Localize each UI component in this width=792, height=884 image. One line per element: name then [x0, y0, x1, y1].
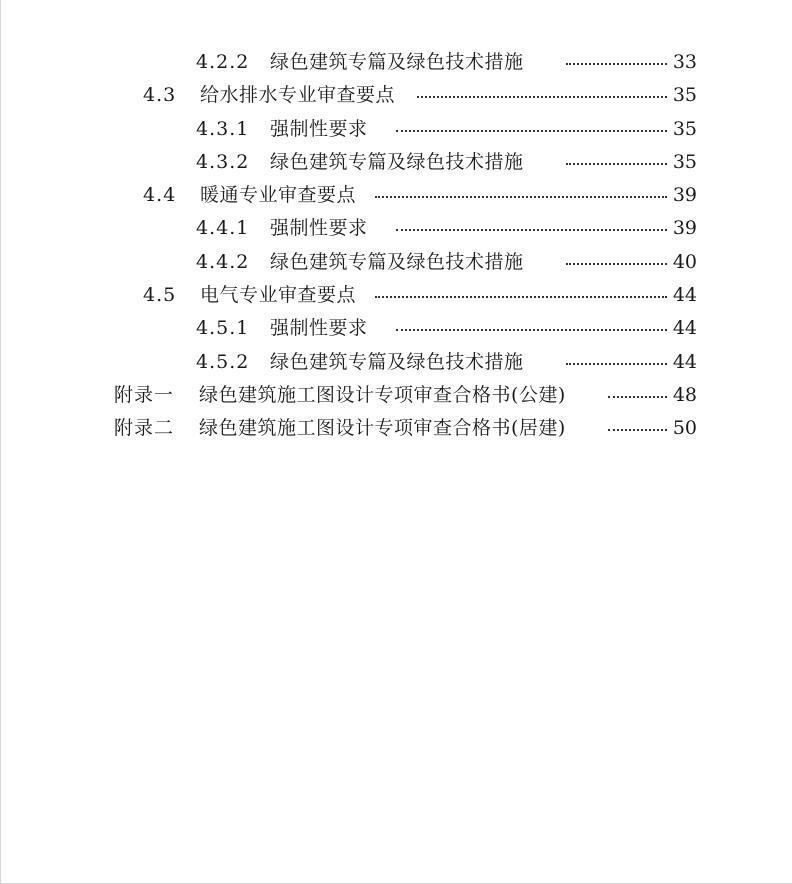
- toc-entry-4-5[interactable]: [1, 279, 792, 312]
- toc-entry-title: 强制性要求: [270, 117, 368, 140]
- toc-entry-number: 4.3.2: [196, 150, 250, 173]
- toc-entry-4-4[interactable]: [1, 179, 792, 212]
- toc-entry-appendix-1[interactable]: [1, 379, 792, 412]
- toc-entry-title: 电气专业审查要点: [200, 284, 357, 307]
- toc-entry-title: 绿色建筑专篇及绿色技术措施: [270, 51, 524, 73]
- dot-leader: [396, 130, 667, 132]
- dot-leader: [375, 296, 667, 298]
- toc-entry-number: 4.4: [143, 184, 177, 207]
- dot-leader: [396, 229, 667, 231]
- toc-entry-4-2-2[interactable]: [1, 46, 792, 79]
- toc-entry-page: 35: [672, 150, 697, 173]
- toc-entry-title: 暖通专业审查要点: [200, 184, 357, 207]
- table-of-contents: [1, 46, 792, 446]
- toc-entry-number: 附录二: [114, 417, 175, 440]
- toc-entry-4-3-2[interactable]: [1, 146, 792, 179]
- toc-entry-number: 附录一: [114, 383, 175, 406]
- dot-leader: [566, 63, 667, 65]
- toc-entry-number: 4.4.1: [196, 217, 250, 240]
- toc-entry-title: 强制性要求: [270, 317, 368, 340]
- toc-entry-title: 绿色建筑专篇及绿色技术措施: [270, 150, 524, 173]
- toc-entry-number: 4.5: [143, 284, 177, 307]
- toc-entry-page: 50: [672, 417, 697, 440]
- toc-entry-number: 4.4.2: [196, 250, 250, 273]
- toc-entry-page: 44: [672, 350, 697, 373]
- toc-entry-page: 44: [672, 317, 697, 340]
- toc-entry-number: 4.2.2: [196, 51, 250, 73]
- toc-entry-4-5-2[interactable]: [1, 346, 792, 379]
- toc-entry-page: 44: [672, 284, 697, 307]
- toc-entry-4-3[interactable]: [1, 79, 792, 112]
- toc-entry-title: 绿色建筑施工图设计专项审查合格书(公建): [199, 383, 566, 406]
- toc-entry-page: 35: [672, 117, 697, 140]
- toc-entry-appendix-2[interactable]: [1, 412, 792, 445]
- dot-leader: [566, 263, 667, 265]
- toc-entry-title: 给水排水专业审查要点: [200, 84, 396, 107]
- toc-entry-4-3-1[interactable]: [1, 113, 792, 146]
- dot-leader: [417, 96, 667, 98]
- toc-entry-page: 33: [672, 51, 697, 73]
- dot-leader: [375, 196, 667, 198]
- toc-entry-number: 4.3.1: [196, 117, 250, 140]
- toc-entry-page: 39: [672, 217, 697, 240]
- toc-entry-number: 4.5.1: [196, 317, 250, 340]
- toc-entry-title: 绿色建筑专篇及绿色技术措施: [270, 350, 524, 373]
- toc-entry-4-4-2[interactable]: [1, 246, 792, 279]
- toc-entry-page: 39: [672, 184, 697, 207]
- toc-entry-page: 48: [672, 383, 697, 406]
- toc-entry-number: 4.5.2: [196, 350, 250, 373]
- toc-entry-number: 4.3: [143, 84, 177, 107]
- toc-entry-page: 35: [672, 84, 697, 107]
- toc-entry-4-5-1[interactable]: [1, 312, 792, 345]
- toc-entry-4-4-1[interactable]: [1, 212, 792, 245]
- toc-entry-title: 强制性要求: [270, 217, 368, 240]
- toc-entry-title: 绿色建筑专篇及绿色技术措施: [270, 250, 524, 273]
- toc-entry-title: 绿色建筑施工图设计专项审查合格书(居建): [199, 417, 566, 440]
- dot-leader: [566, 163, 667, 165]
- toc-entry-page: 40: [672, 250, 697, 273]
- dot-leader: [396, 329, 667, 331]
- dot-leader: [566, 363, 667, 365]
